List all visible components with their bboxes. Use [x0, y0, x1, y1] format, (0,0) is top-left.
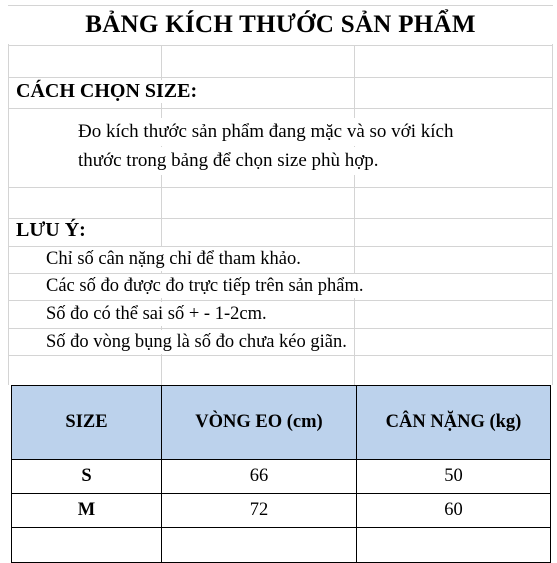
grid-line [8, 108, 553, 109]
waist-cell: 72 [162, 494, 357, 528]
grid-line [8, 355, 553, 356]
weight-cell: 60 [357, 494, 551, 528]
size-table-header-row [12, 386, 551, 460]
grid-line [8, 45, 553, 46]
table-row [12, 460, 551, 494]
waist-cell: 66 [162, 460, 357, 494]
grid-line [8, 5, 9, 385]
choose-size-line-1: Đo kích thước sản phẩm đang mặc và so với kích [78, 118, 453, 146]
grid-line [8, 300, 553, 301]
table-row [12, 528, 551, 563]
grid-line [354, 45, 355, 385]
size-column-header: SIZE [12, 386, 162, 460]
note-item: Các số đo được đo trực tiếp trên sản phẩm. [46, 276, 364, 296]
size-table [11, 385, 551, 563]
grid-line [8, 328, 553, 329]
notes-heading: LƯU Ý: [16, 219, 90, 242]
weight-column-header: CÂN NẶNG (kg) [357, 386, 551, 460]
weight-cell: 50 [357, 460, 551, 494]
size-cell: M [12, 494, 162, 528]
size-cell [12, 528, 162, 563]
size-cell: S [12, 460, 162, 494]
note-item: Số đo vòng bụng là số đo chưa kéo giãn. [46, 332, 347, 352]
note-item: Số đo có thể sai số + - 1-2cm. [46, 304, 267, 324]
page-title: BẢNG KÍCH THƯỚC SẢN PHẨM [8, 6, 553, 44]
waist-cell [162, 528, 357, 563]
note-item: Chỉ số cân nặng chỉ để tham khảo. [46, 249, 301, 269]
weight-cell [357, 528, 551, 563]
grid-line [8, 187, 553, 188]
waist-column-header: VÒNG EO (cm) [162, 386, 357, 460]
grid-line [552, 5, 553, 385]
grid-line [8, 77, 553, 78]
choose-size-line-2: thước trong bảng để chọn size phù hợp. [78, 147, 379, 175]
choose-size-heading: CÁCH CHỌN SIZE: [16, 80, 201, 103]
table-row [12, 494, 551, 528]
